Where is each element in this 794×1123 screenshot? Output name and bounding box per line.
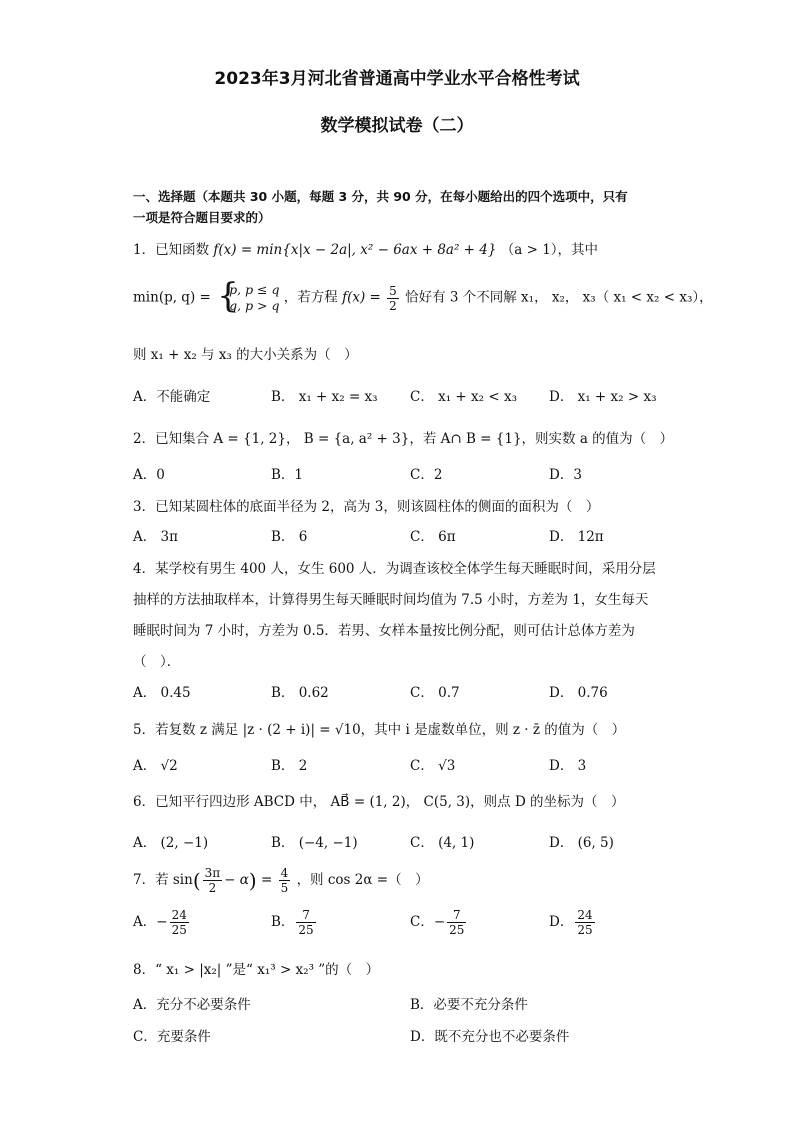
- q8-text: 8．“ x₁ > |x₂| ”是“ x₁³ > x₂³ ”的（ ）: [133, 962, 380, 978]
- q1-line3: 则 x₁ + x₂ 与 x₃ 的大小关系为（ ）: [133, 347, 358, 363]
- q7-rhs-fraction: [279, 866, 291, 895]
- section-heading-line2: 一项是符合题目要求的）: [133, 210, 271, 225]
- q8-option-c: C．充要条件: [133, 1029, 211, 1045]
- q1-min-lhs: min(p, q) =: [133, 289, 211, 306]
- q7-arg-den: 2: [208, 881, 217, 895]
- q5-option-b: B． 2: [271, 758, 308, 774]
- q7-option-d: [549, 908, 597, 937]
- q5-text: 5．若复数 z 满足 |z · (2 + i)| = √10，其中 i 是虚数单位，则 z · z̄ 的值为（ ）: [133, 722, 626, 738]
- q7-arg-fraction: [203, 866, 223, 895]
- q7-a-num: 24: [171, 908, 187, 922]
- q1-option-d: D． x₁ + x₂ > x₃: [549, 389, 657, 405]
- q6-option-a: A． (2, −1): [133, 835, 209, 851]
- q7-option-a: [133, 908, 191, 937]
- q6-option-c: C． (4, 1): [410, 835, 475, 851]
- q1-option-c: C． x₁ + x₂ < x₃: [410, 389, 517, 405]
- q7-d-num: 24: [577, 908, 593, 922]
- brace-icon: {: [217, 276, 239, 316]
- q7-a-label: A．: [133, 914, 157, 930]
- q7-a-den: 25: [171, 923, 187, 937]
- q7-d-den: 25: [577, 923, 593, 937]
- q6-option-d: D． (6, 5): [549, 835, 614, 851]
- q8-option-a: A．充分不必要条件: [133, 997, 251, 1013]
- q1-eq-lhs: f(x) =: [342, 289, 381, 306]
- q4-option-a: A． 0.45: [133, 685, 191, 701]
- q2-option-a: A．0: [133, 467, 165, 483]
- q3-option-a: A． 3π: [133, 529, 179, 545]
- q8-option-b: B．必要不充分条件: [410, 997, 528, 1013]
- q1-option-a: A．不能确定: [133, 389, 211, 405]
- q7-c-num: 7: [447, 908, 466, 923]
- q6-option-b: B． (−4, −1): [271, 835, 358, 851]
- q4-option-d: D． 0.76: [549, 685, 608, 701]
- q7-c-den: 25: [449, 923, 465, 937]
- q8-option-d: D．既不充分也不必要条件: [410, 1029, 570, 1045]
- q7-arg-num: 3π: [204, 866, 221, 880]
- q7-rhs-num: 4: [280, 866, 289, 880]
- q1-condition: （a > 1），其中: [500, 242, 599, 258]
- q1-line2: [133, 276, 713, 316]
- q3-text: 3．已知某圆柱体的底面半径为 2，高为 3，则该圆柱体的侧面的面积为（ ）: [133, 499, 600, 515]
- q1-piecewise: [217, 276, 280, 316]
- q4-line4: （ ）．: [133, 654, 181, 670]
- section-heading-line1: 一、选择题（本题共 30 小题，每题 3 分，共 90 分，在每小题给出的四个选项中，只有: [133, 189, 628, 204]
- q1-function: f(x) = min{x|x − 2a|, x² − 6ax + 8a² + 4}: [213, 242, 497, 258]
- q2-option-c: C．2: [410, 467, 443, 483]
- q7-eq: =: [261, 872, 273, 888]
- q4-line1: 4．某学校有男生 400 人，女生 600 人．为调查该校全体学生每天睡眠时间，采用分层: [133, 561, 656, 577]
- q7-a-fraction: [170, 908, 189, 937]
- q1-fraction: [387, 284, 399, 313]
- q4-line2: 抽样的方法抽取样本，计算得男生每天睡眠时间均值为 7.5 小时，方差为 1，女生每天: [133, 592, 649, 608]
- exam-subtitle: 数学模拟试卷（二）: [320, 116, 474, 136]
- q1-frac-num: 5: [389, 283, 397, 298]
- q2-option-d: D．3: [549, 467, 582, 483]
- q6-text: 6．已知平行四边形 ABCD 中， AB⃗ = (1, 2)， C(5, 3)，则点 D 的坐标为（ ）: [133, 794, 625, 810]
- q4-option-b: B． 0.62: [271, 685, 329, 701]
- q4-line3: 睡眠时间为 7 小时，方差为 0.5．若男、女样本量按比例分配，则可估计总体方差为: [133, 623, 635, 639]
- q1-line1: [133, 238, 598, 258]
- q1-option-b: B． x₁ + x₂ = x₃: [271, 389, 378, 405]
- q5-option-c: C． √3: [410, 758, 456, 774]
- q1-prefix: 1．已知函数: [133, 242, 210, 258]
- q7-c-sign: −: [433, 914, 446, 930]
- q2-text: 2．已知集合 A = {1, 2}， B = {a, a² + 3}，若 A∩ B = {1}，则实数 a 的值为（ ）: [133, 431, 674, 447]
- q7-a-sign: −: [156, 914, 168, 930]
- q1-case2: q, p > q: [229, 298, 280, 313]
- q3-option-b: B． 6: [271, 529, 308, 545]
- q1-frac-den: 2: [389, 298, 397, 313]
- q7-d-label: D．: [549, 914, 574, 930]
- q7-b-num: 7: [296, 908, 315, 923]
- q7-prefix: 7．若 sin: [133, 872, 193, 888]
- q3-option-d: D． 12π: [549, 529, 604, 545]
- q7-text: 7．若 sin( $\frac{3\pi}{2}$ − α) = $\frac{4}{5}$ ，则 cos 2α =（ ）: [133, 866, 429, 895]
- q7-d-fraction: [575, 908, 594, 937]
- q7-c-label: C．: [410, 914, 434, 930]
- q4-option-c: C． 0.7: [410, 685, 460, 701]
- q1-mid: ，若方程: [283, 289, 338, 306]
- q7-arg-tail: − α: [224, 872, 249, 888]
- q1-case1: p, p ≤ q: [229, 282, 280, 297]
- q2-option-b: B．1: [271, 467, 304, 483]
- q7-option-c: [410, 908, 468, 937]
- q7-c-fraction: [447, 908, 466, 937]
- q3-option-c: C． 6π: [410, 529, 456, 545]
- q7-option-b: [271, 908, 318, 937]
- q5-option-d: D． 3: [549, 758, 587, 774]
- exam-title: 2023年3月河北省普通高中学业水平合格性考试: [214, 69, 580, 89]
- q7-b-den: 25: [298, 923, 314, 937]
- q7-b-label: B．: [271, 914, 295, 930]
- q7-rhs-den: 5: [280, 881, 289, 895]
- q7-b-fraction: [296, 908, 315, 937]
- q5-option-a: A． √2: [133, 758, 178, 774]
- q1-tail: 恰好有 3 个不同解 x₁， x₂， x₃（ x₁ < x₂ < x₃），: [405, 289, 713, 306]
- q7-tail: ，则 cos 2α =（ ）: [296, 872, 429, 888]
